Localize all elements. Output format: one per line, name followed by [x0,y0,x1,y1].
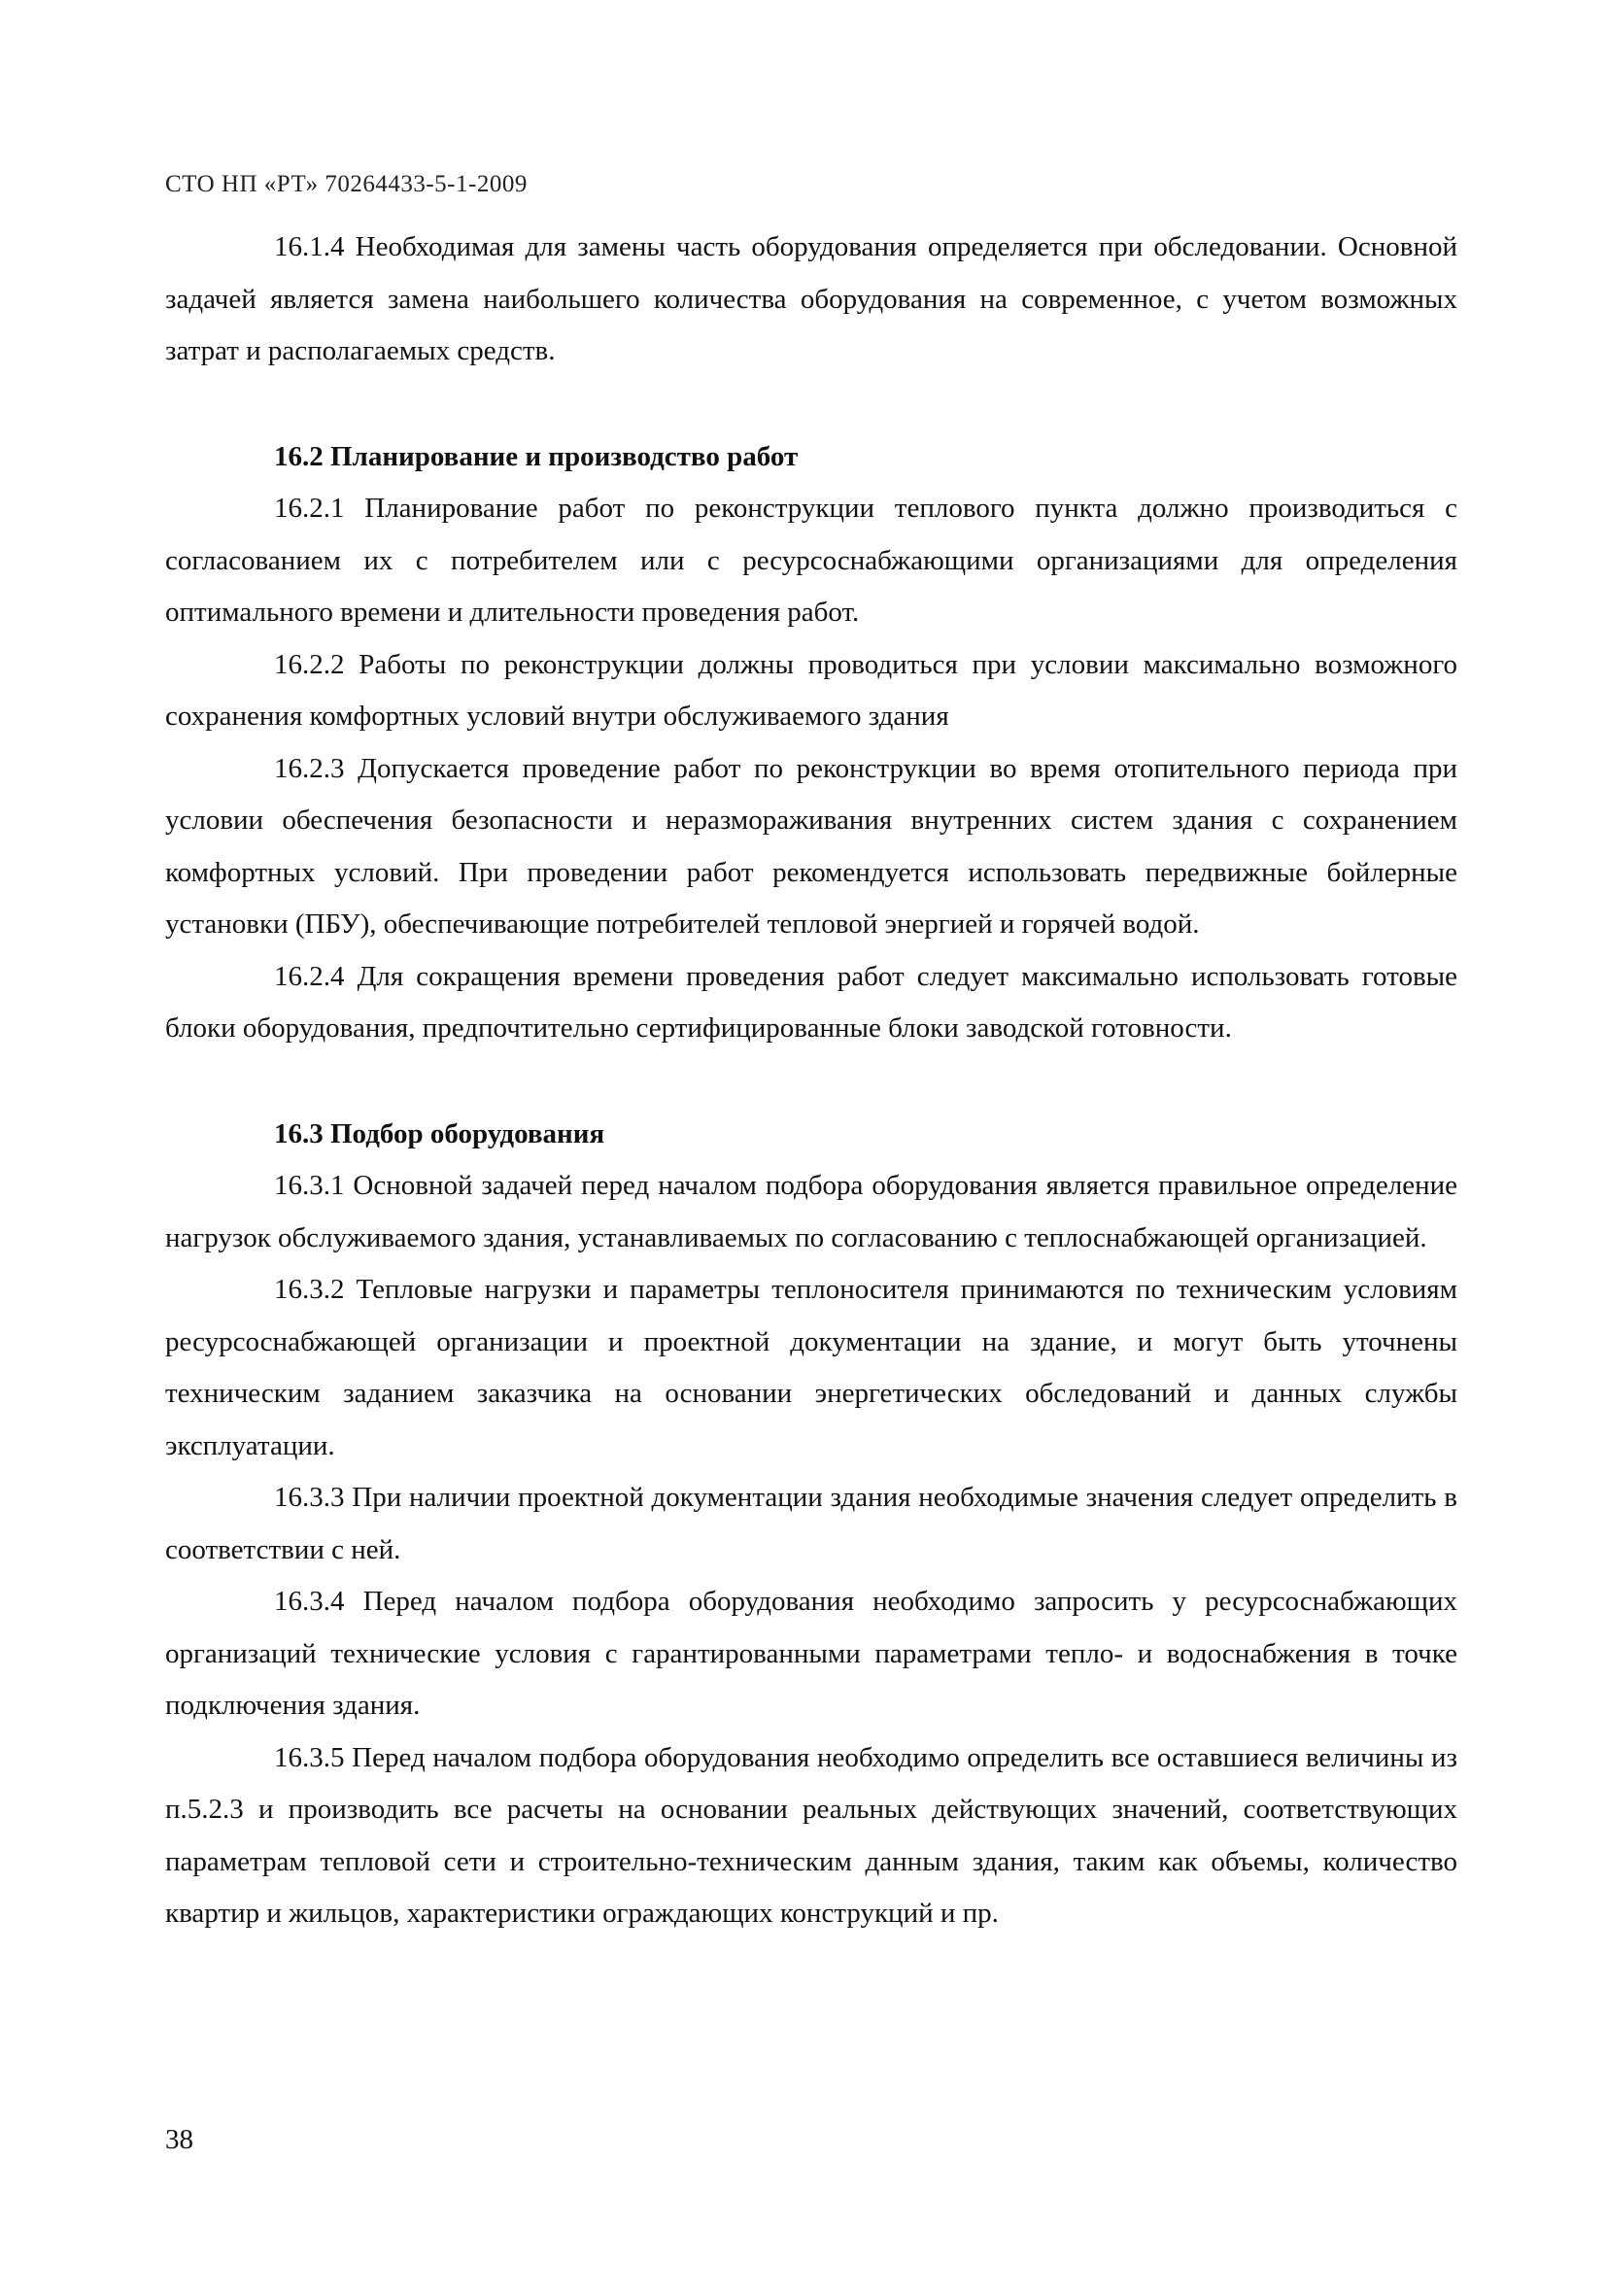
paragraph-16-2-1: 16.2.1 Планирование работ по реконструкции теплового пункта должно производиться с согласованием их с потребителем или с ресурсоснабжающими организациями для определения оптимального времени и длительности проведения работ. [165,493,1457,628]
document-body [165,222,1457,1940]
paragraph-16-2-3: 16.2.3 Допускается проведение работ по реконструкции во время отопительного периода при условии обеспечения безопасности и неразмораживания внутренних систем здания с сохранением комфортных условий. При проведении работ рекомендуется использовать передвижные бойлерные установки (ПБУ), обеспечивающие потребителей тепловой энергией и горячей водой. [165,752,1457,940]
paragraph-16-3-5: 16.3.5 Перед началом подбора оборудования необходимо определить все оставшиеся величины из п.5.2.3 и производить все расчеты на основании реальных действующих значений, соответствующих параметрам тепловой сети и строительно-техническим данным здания, таким как объемы, количество квартир и жильцов, характеристики ограждающих конструкций и пр. [165,1741,1457,1929]
paragraph-16-1-4: 16.1.4 Необходимая для замены часть оборудования определяется при обследовании. Основной задачей является замена наибольшего количества оборудования на современное, с учетом возможных затрат и располагаемых средств. [165,231,1457,366]
paragraph-16-3-1: 16.3.1 Основной задачей перед началом подбора оборудования является правильное определение нагрузок обслуживаемого здания, устанавливаемых по согласованию с теплоснабжающей организацией. [165,1170,1457,1253]
section-heading-16-3: 16.3 Подбор оборудования [274,1117,605,1149]
page-number: 38 [165,2124,193,2155]
paragraph-16-3-4: 16.3.4 Перед началом подбора оборудования необходимо запросить у ресурсоснабжающих организаций технические условия с гарантированными параметрами тепло- и водоснабжения в точке подключения здания. [165,1586,1457,1721]
section-heading-16-2: 16.2 Планирование и производство работ [274,440,799,472]
paragraph-16-2-2: 16.2.2 Работы по реконструкции должны проводиться при условии максимально возможного сохранения комфортных условий внутри обслуживаемого здания [165,648,1457,732]
paragraph-16-3-3: 16.3.3 При наличии проектной документации здания необходимые значения следует определить в соответствии с ней. [165,1482,1457,1565]
paragraph-16-3-2: 16.3.2 Тепловые нагрузки и параметры теплоносителя принимаются по техническим условиям ресурсоснабжающей организации и проектной документации на здание, и могут быть уточнены техническим заданием заказчика на основании энергетических обследований и данных службы эксплуатации. [165,1274,1457,1461]
document-code-header: СТО НП «РТ» 70264433-5-1-2009 [165,171,528,197]
paragraph-16-2-4: 16.2.4 Для сокращения времени проведения работ следует максимально использовать готовые блоки оборудования, предпочтительно сертифицированные блоки заводской готовности. [165,960,1457,1044]
